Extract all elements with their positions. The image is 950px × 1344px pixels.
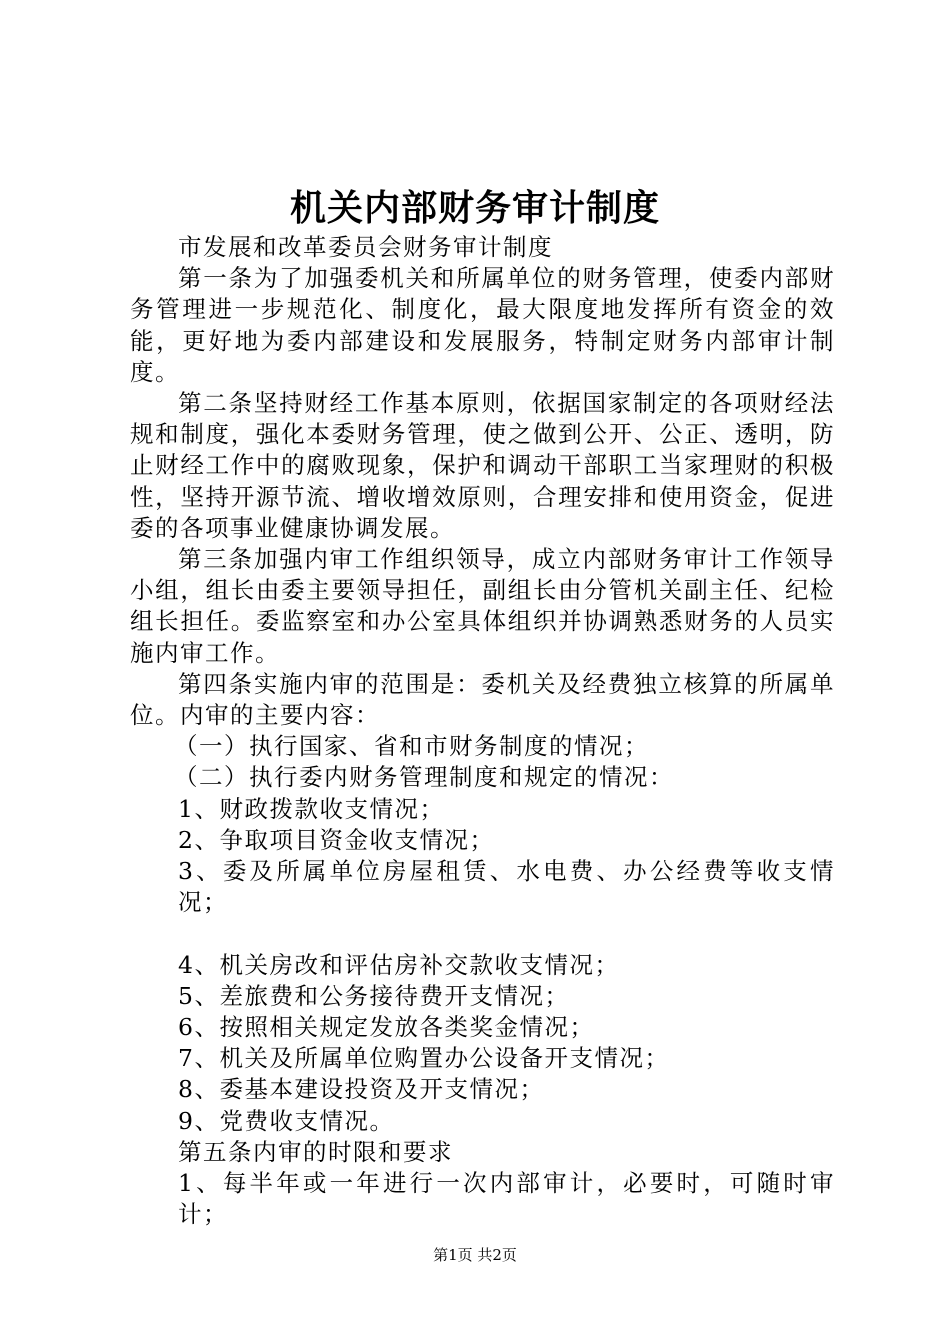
list-item: 7、机关及所属单位购置办公设备开支情况；: [178, 1044, 670, 1073]
list-item: 8、委基本建设投资及开支情况；: [178, 1075, 545, 1104]
blank-line: [130, 918, 835, 949]
document-title: 机关内部财务审计制度: [289, 187, 660, 229]
sub-item-2: （二）执行委内财务管理制度和规定的情况：: [174, 763, 674, 792]
list-item: 9、党费收支情况。: [178, 1106, 395, 1135]
page-footer: 第1页 共2页: [433, 1246, 517, 1264]
list-item: 6、按照相关规定发放各类奖金情况；: [178, 1013, 595, 1042]
list-item: 4、机关房改和评估房补交款收支情况；: [178, 950, 620, 979]
article-4: 第四条实施内审的范围是：委机关及经费独立核算的所属单位。内审的主要内容：: [130, 669, 835, 730]
article-1: 第一条为了加强委机关和所属单位的财务管理，使委内部财务管理进一步规范化、制度化，最大限度地发挥所有资金的效能，更好地为委内部建设和发展服务，特制定财务内部审计制度。: [130, 264, 835, 386]
list-item: 1、每半年或一年进行一次内部审计，必要时，可随时审计；: [178, 1169, 835, 1229]
sub-item-1: （一）执行国家、省和市财务制度的情况；: [174, 732, 649, 761]
document-subtitle: 市发展和改革委员会财务审计制度: [178, 233, 553, 261]
article-3: 第三条加强内审工作组织领导，成立内部财务审计工作领导小组，组长由委主要领导担任，副组长由分管机关副主任、纪检组长担任。委监察室和办公室具体组织并协调熟悉财务的人员实施内审工作。: [130, 545, 835, 667]
document-body: [130, 232, 835, 1230]
article-5-heading: 第五条内审的时限和要求: [178, 1137, 453, 1166]
list-item: 1、财政拨款收支情况；: [178, 794, 445, 823]
list-item: 2、争取项目资金收支情况；: [178, 825, 495, 854]
article-2: 第二条坚持财经工作基本原则，依据国家制定的各项财经法规和制度，强化本委财务管理，使之做到公开、公正、透明，防止财经工作中的腐败现象，保护和调动干部职工当家理财的积极性，坚持开源节流、增收增效原则，合理安排和使用资金，促进委的各项事业健康协调发展。: [130, 389, 835, 542]
list-item: 5、差旅费和公务接待费开支情况；: [178, 981, 570, 1010]
list-item: 3、委及所属单位房屋租赁、水电费、办公经费等收支情况；: [178, 857, 835, 917]
